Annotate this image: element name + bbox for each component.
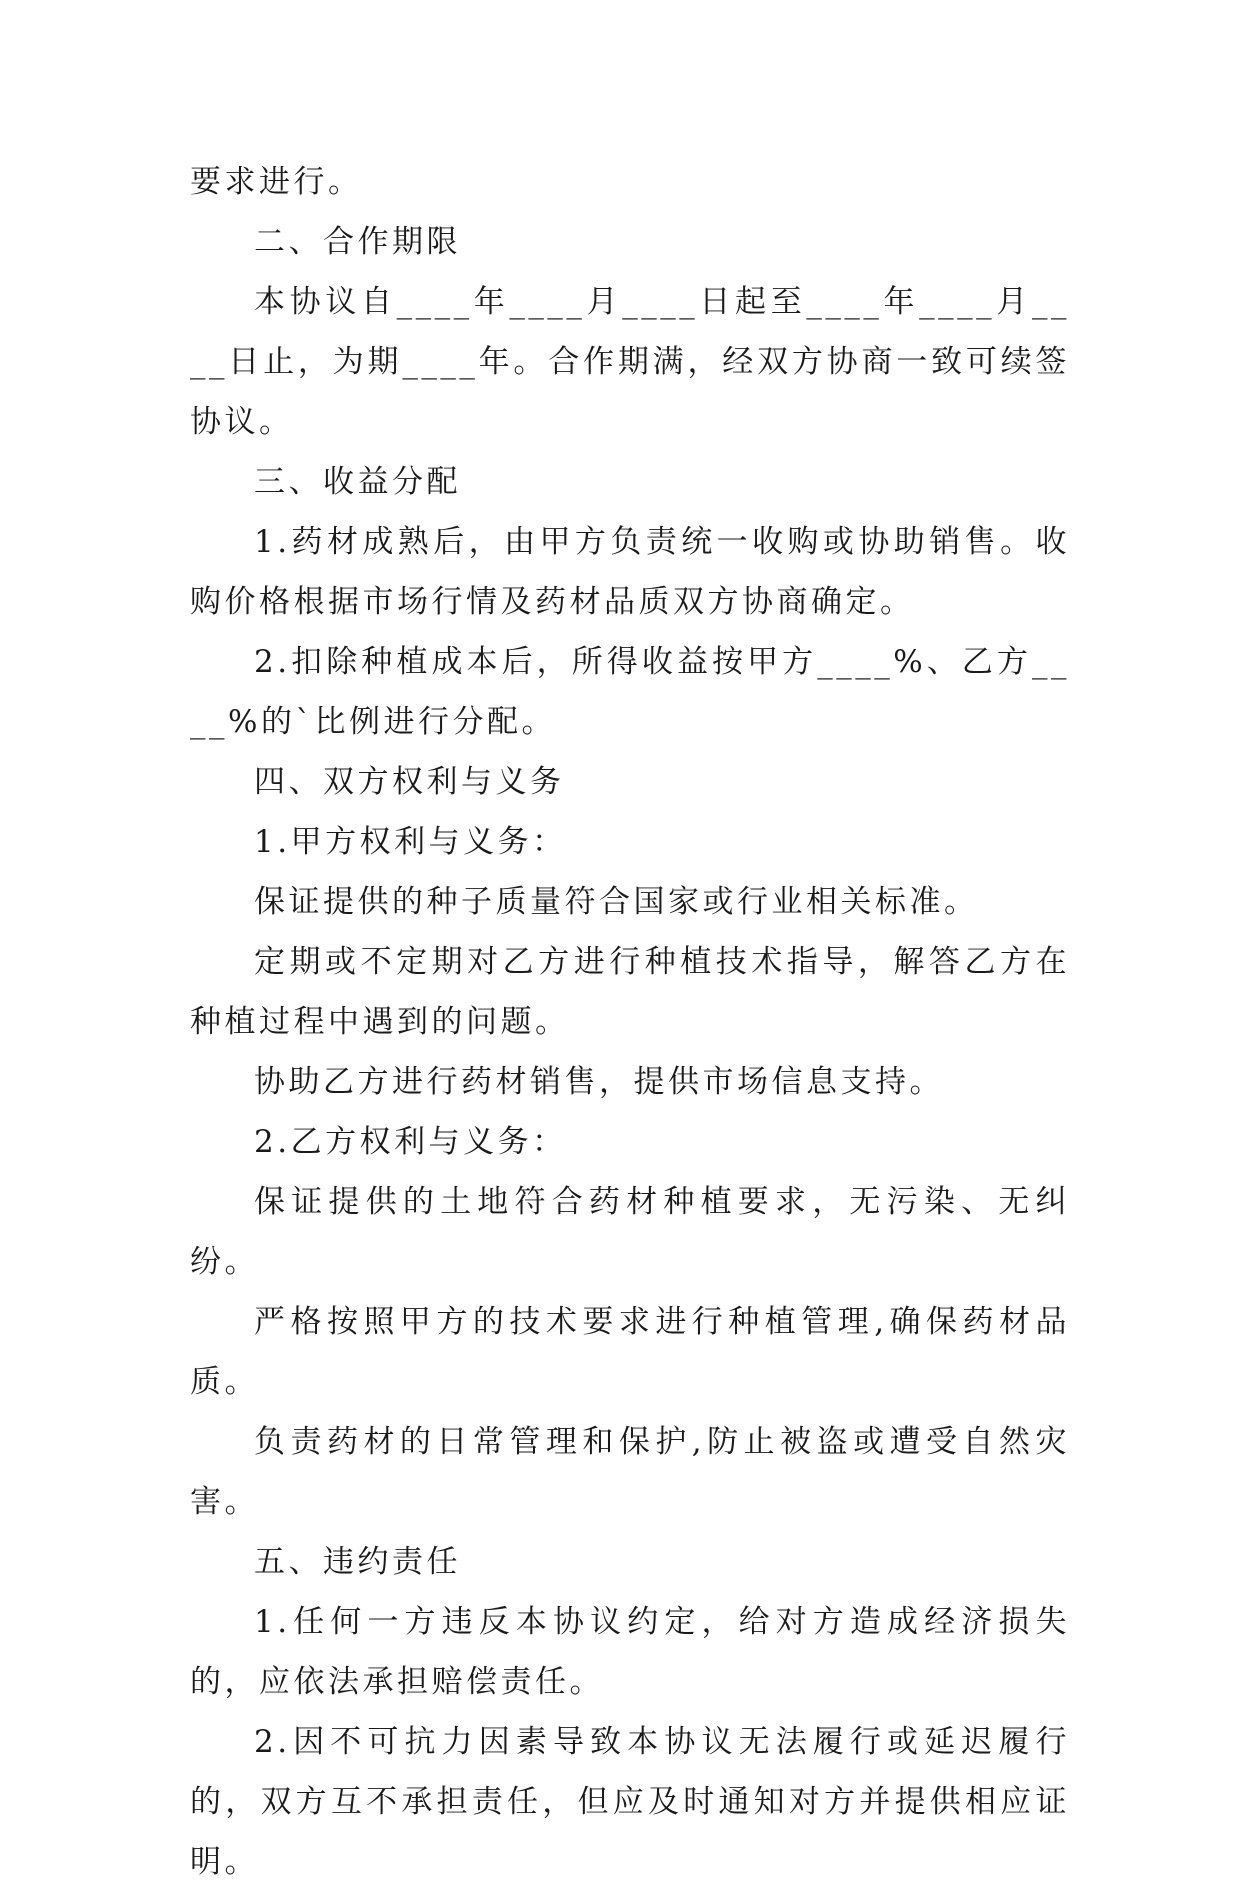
paragraph-revenue-1: 1.药材成熟后，由甲方负责统一收购或协助销售。收购价格根据市场行情及药材品质双方协商确定。	[190, 524, 1070, 620]
section-heading-liability: 五、违约责任	[254, 1544, 461, 1580]
subheading-party-a: 1.甲方权利与义务：	[254, 824, 567, 860]
paragraph-term-dates: 本协议自____年____月____日起至____年____月____日止，为期____年。合作期满，经双方协商一致可续签协议。	[190, 284, 1070, 440]
subheading-party-b: 2.乙方权利与义务：	[254, 1124, 567, 1160]
paragraph-party-b-2: 严格按照甲方的技术要求进行种植管理,确保药材品质。	[190, 1304, 1070, 1400]
paragraph-party-b-3: 负责药材的日常管理和保护,防止被盗或遭受自然灾害。	[190, 1424, 1070, 1520]
paragraph-party-b-1: 保证提供的土地符合药材种植要求，无污染、无纠纷。	[190, 1184, 1070, 1280]
paragraph-liability-1: 1.任何一方违反本协议约定，给对方造成经济损失的，应依法承担赔偿责任。	[190, 1604, 1070, 1700]
section-heading-rights: 四、双方权利与义务	[254, 764, 565, 800]
paragraph-revenue-2: 2.扣除种植成本后，所得收益按甲方____%、乙方____%的`比例进行分配。	[190, 644, 1070, 740]
paragraph-party-a-3: 协助乙方进行药材销售，提供市场信息支持。	[254, 1064, 944, 1100]
paragraph-party-a-2: 定期或不定期对乙方进行种植技术指导，解答乙方在种植过程中遇到的问题。	[190, 944, 1070, 1040]
paragraph-party-a-1: 保证提供的种子质量符合国家或行业相关标准。	[254, 884, 979, 920]
document-body	[190, 152, 1070, 1892]
paragraph-continuation: 要求进行。	[190, 164, 363, 200]
section-heading-revenue: 三、收益分配	[254, 464, 461, 500]
paragraph-liability-2: 2.因不可抗力因素导致本协议无法履行或延迟履行的，双方互不承担责任，但应及时通知对方并提供相应证明。	[190, 1724, 1070, 1880]
section-heading-term: 二、合作期限	[254, 224, 461, 260]
